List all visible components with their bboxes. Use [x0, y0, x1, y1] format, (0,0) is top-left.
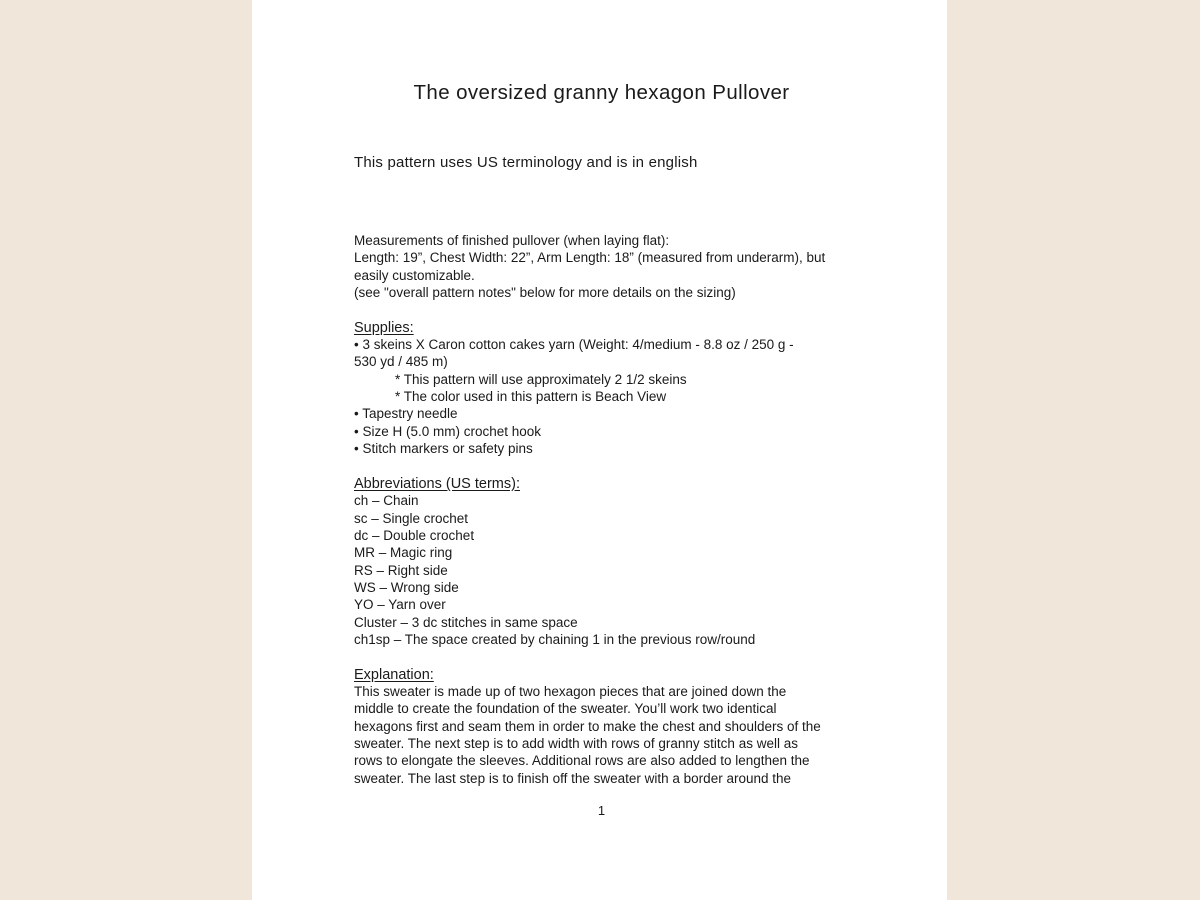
document-body — [354, 232, 849, 787]
abbreviation-item: ch1sp – The space created by chaining 1 in the previous row/round — [354, 631, 756, 647]
supplies-item: 530 yd / 485 m) — [354, 354, 448, 370]
abbreviation-item: Cluster – 3 dc stitches in same space — [354, 614, 578, 630]
abbreviation-item: WS – Wrong side — [354, 579, 459, 595]
explanation-line: hexagons first and seam them in order to make the chest and shoulders of the — [354, 718, 821, 734]
spacer — [354, 301, 849, 318]
explanation-line: rows to elongate the sleeves. Additional rows are also added to lengthen the — [354, 753, 810, 769]
supplies-item: • Size H (5.0 mm) crochet hook — [354, 423, 542, 439]
explanation-line: middle to create the foundation of the sweater. You’ll work two identical — [354, 701, 777, 717]
abbreviation-item: YO – Yarn over — [354, 597, 446, 613]
explanation-line: sweater. The last step is to finish off the sweater with a border around the — [354, 770, 791, 786]
abbreviation-item: ch – Chain — [354, 493, 419, 509]
measurements-section — [354, 232, 849, 301]
abbreviations-section — [354, 475, 849, 648]
supplies-section — [354, 319, 849, 458]
explanation-line: This sweater is made up of two hexagon pieces that are joined down the — [354, 683, 787, 699]
explanation-heading: Explanation: — [354, 666, 434, 683]
page-number: 1 — [597, 803, 606, 818]
document-subtitle: This pattern uses US terminology and is in english — [354, 154, 698, 171]
document-title: The oversized granny hexagon Pullover — [413, 81, 790, 104]
supplies-heading: Supplies: — [354, 319, 414, 336]
abbreviation-item: dc – Double crochet — [354, 527, 475, 543]
supplies-item: • 3 skeins X Caron cotton cakes yarn (Weight: 4/medium - 8.8 oz / 250 g - — [354, 337, 794, 353]
spacer — [354, 457, 849, 474]
measurements-heading: Measurements of finished pullover (when laying flat): — [354, 233, 670, 248]
supplies-item: • Stitch markers or safety pins — [354, 441, 533, 457]
supplies-item: • Tapestry needle — [354, 406, 458, 422]
measurements-line: Length: 19”, Chest Width: 22”, Arm Length: 18” (measured from underarm), but — [354, 250, 826, 266]
document-page — [252, 0, 947, 900]
abbreviation-item: sc – Single crochet — [354, 510, 469, 526]
abbreviation-item: MR – Magic ring — [354, 545, 453, 561]
measurements-note: (see "overall pattern notes" below for more details on the sizing) — [354, 285, 736, 301]
supplies-note: * This pattern will use approximately 2 1/2 skeins — [395, 371, 687, 387]
supplies-note: * The color used in this pattern is Beach View — [395, 389, 667, 405]
spacer — [354, 648, 849, 665]
explanation-section — [354, 666, 849, 787]
abbreviation-item: RS – Right side — [354, 562, 448, 578]
abbreviations-heading: Abbreviations (US terms): — [354, 475, 520, 492]
measurements-line: easily customizable. — [354, 267, 475, 283]
explanation-line: sweater. The next step is to add width with rows of granny stitch as well as — [354, 735, 798, 751]
